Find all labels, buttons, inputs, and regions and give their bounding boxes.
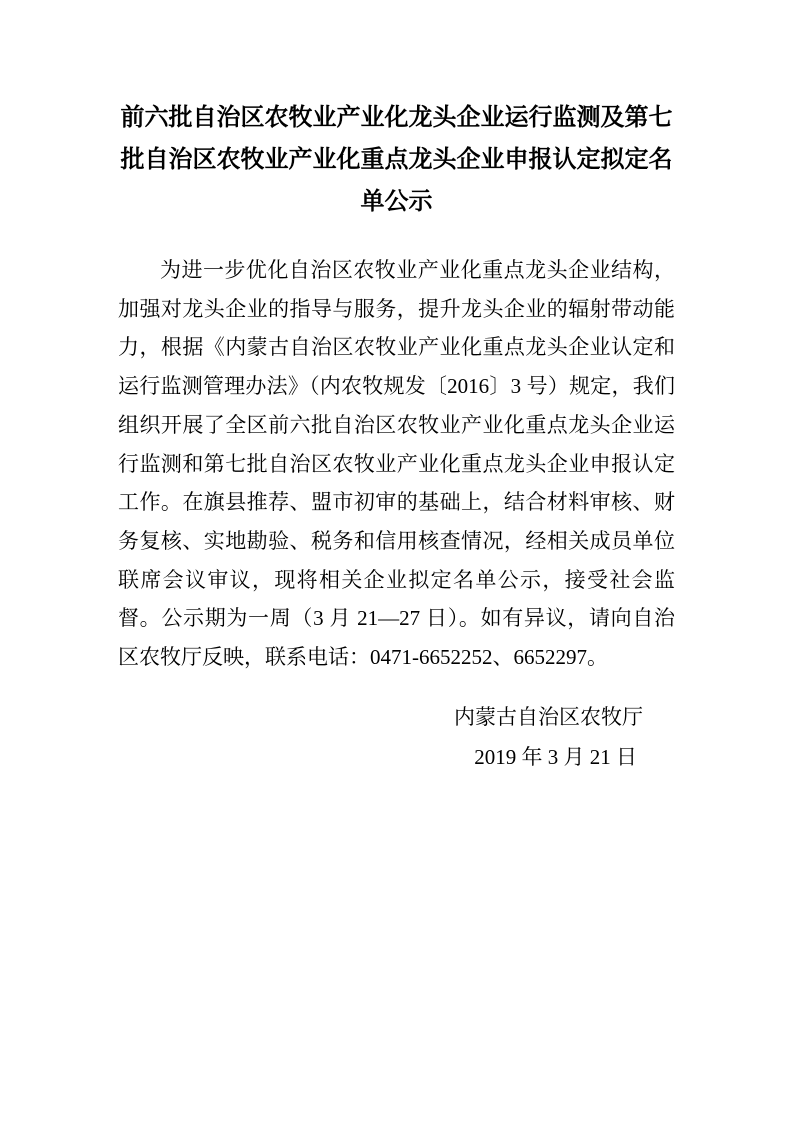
signature-organization: 内蒙古自治区农牧厅 [454,704,643,729]
body-paragraph: 为进一步优化自治区农牧业产业化重点龙头企业结构，加强对龙头企业的指导与服务，提升龙头企业的辐射带动能力，根据《内蒙古自治区农牧业产业化重点龙头企业认定和运行监测管理办法》（内农牧规发〔2016〕3 号）规定，我们组织开展了全区前六批自治区农牧业产业化重点龙头企业运行监测和第七批自治区农牧业产业化重点龙头企业申报认定工作。在旗县推荐、盟市初审的基础上，结合材料审核、财务复核、实地勘验、税务和信用核查情况，经相关成员单位联席会议审议，现将相关企业拟定名单公示，接受社会监督。公示期为一周（3 月 21—27 日）。如有异议，请向自治区农牧厅反映，联系电话：0471-6652252、6652297。 [118,258,675,670]
signature-block [118,697,675,777]
document-title: 前六批自治区农牧业产业化龙头企业运行监测及第七批自治区农牧业产业化重点龙头企业申报认定拟定名单公示 [120,104,673,215]
signature-date: 2019 年 3 月 21 日 [474,744,637,769]
